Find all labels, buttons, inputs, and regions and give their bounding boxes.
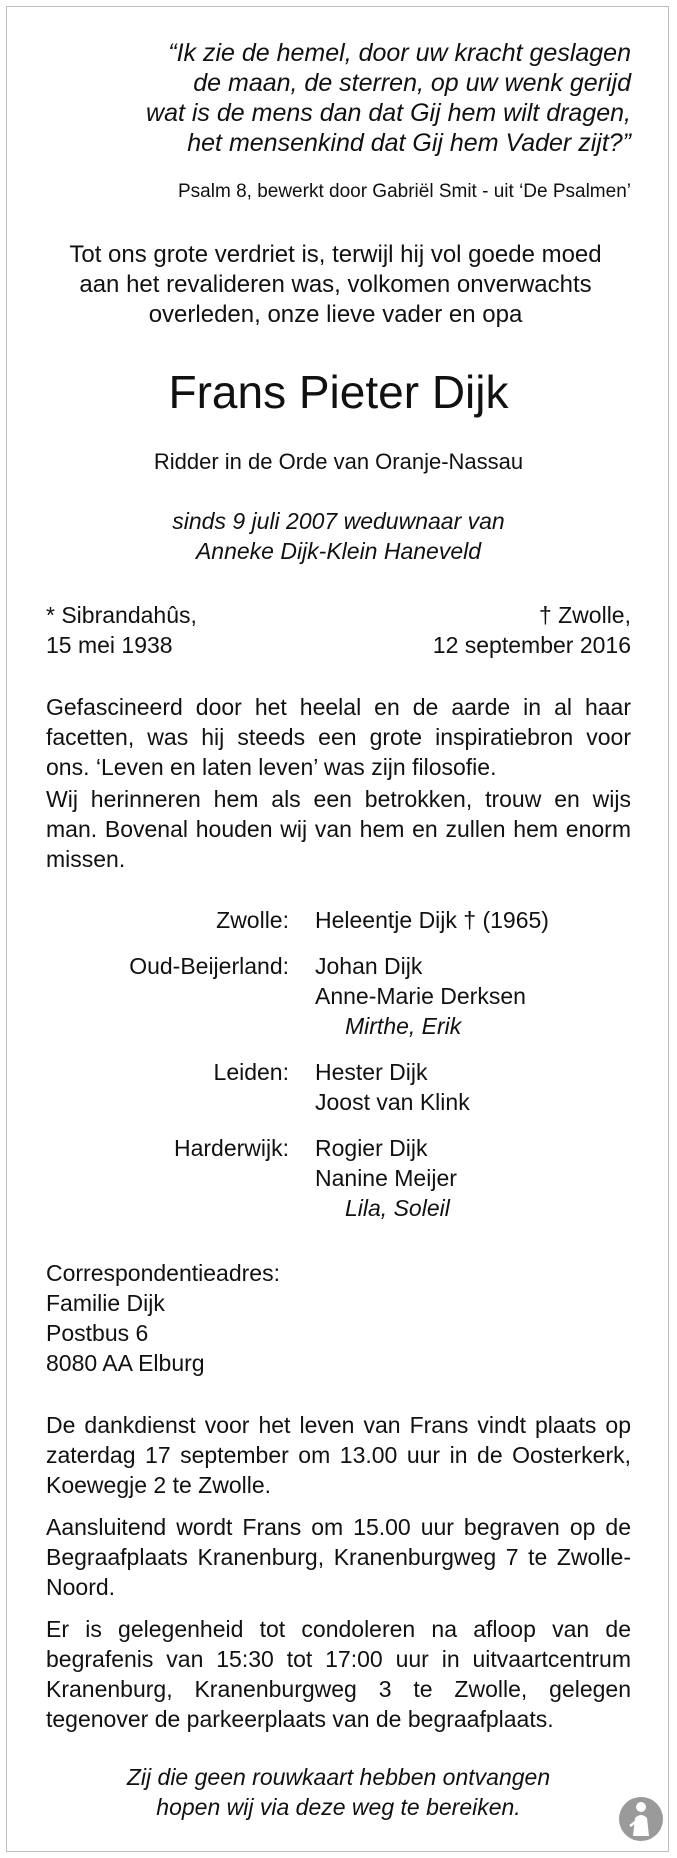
death-place: † Zwolle, (538, 602, 631, 628)
intro-line: overleden, onze lieve vader en opa (148, 301, 523, 328)
closing-line: hopen wij via deze weg te bereiken. (156, 1794, 521, 1820)
family-entry (46, 1057, 631, 1117)
family-names (315, 905, 631, 935)
family-member: Rogier Dijk (315, 1135, 428, 1161)
family-member: Hester Dijk (315, 1059, 428, 1085)
psalm-quote (40, 38, 631, 158)
family-names (315, 951, 631, 1041)
address-line: 8080 AA Elburg (46, 1350, 205, 1376)
burial-paragraph: Aansluitend wordt Frans om 15.00 uur begraven op de Begraafplaats Kranenburg, Kranenburgweg 7 te Zwolle-Noord. (46, 1514, 631, 1600)
family-place: Leiden: (213, 1059, 289, 1085)
death-info (433, 600, 631, 660)
family-member: Anne-Marie Derksen (315, 983, 526, 1009)
address-label: Correspondentieadres: (46, 1260, 280, 1286)
widower-line: Anneke Dijk-Klein Haneveld (195, 538, 482, 564)
family-entry (46, 905, 631, 935)
family-names (315, 1133, 631, 1223)
quote-source: Psalm 8, bewerkt door Gabriël Smit - uit ‘De Psalmen’ (178, 181, 631, 202)
family-place: Zwolle: (216, 907, 289, 933)
quote-line: het mensenkind dat Gij hem Vader zijt?” (187, 129, 631, 157)
grandchildren: Lila, Soleil (345, 1195, 450, 1221)
death-date: 12 september 2016 (432, 632, 631, 658)
intro-line: aan het revalideren was, volkomen onverwachts (79, 271, 592, 298)
honor-title: Ridder in de Orde van Oranje-Nassau (153, 449, 524, 474)
family-place: Harderwijk: (173, 1135, 289, 1161)
correspondence-address (46, 1258, 631, 1378)
deceased-name: Frans Pieter Dijk (168, 366, 509, 418)
condolence-paragraph: Er is gelegenheid tot condoleren na afloop van de begrafenis van 15:30 tot 17:00 uur in uitvaartcentrum Kranenburg, Kranenburgweg 3 te Zwolle, gelegen tegenover de parkeerplaats van de begraafplaats. (46, 1616, 631, 1732)
widower-note (0, 506, 677, 566)
address-line: Postbus 6 (46, 1320, 149, 1346)
quote-line: de maan, de sterren, op uw wenk gerijd (193, 69, 631, 97)
tribute-paragraph: Wij herinneren hem als een betrokken, trouw en wijs man. Bovenal houden wij van hem en zullen hem enorm missen. (46, 786, 631, 872)
family-entry (46, 1133, 631, 1223)
grandchildren: Mirthe, Erik (345, 1013, 462, 1039)
closing-note (0, 1762, 677, 1822)
tribute-paragraph: Gefascineerd door het heelal en de aarde in al haar facetten, was hij steeds een grote inspiratiebron voor ons. ‘Leven en laten leven’ was zijn filosofie. (46, 694, 631, 780)
family-entry (46, 951, 631, 1041)
family-member: Johan Dijk (315, 953, 423, 979)
family-member: Heleentje Dijk † (1965) (315, 907, 549, 933)
intro-text (40, 240, 631, 330)
birth-place: * Sibrandahûs, (46, 602, 197, 628)
service-paragraph: De dankdienst voor het leven van Frans vindt plaats op zaterdag 17 september om 13.00 uur in de Oosterkerk, Koewegje 2 te Zwolle. (46, 1412, 631, 1498)
address-line: Familie Dijk (46, 1290, 165, 1316)
family-place: Oud-Beijerland: (129, 953, 289, 979)
mourning-figure-icon (618, 1796, 664, 1842)
family-list (46, 905, 631, 1239)
closing-line: Zij die geen rouwkaart hebben ontvangen (126, 1764, 551, 1790)
intro-line: Tot ons grote verdriet is, terwijl hij vol goede moed (69, 241, 602, 268)
widower-line: sinds 9 juli 2007 weduwnaar van (172, 508, 505, 534)
family-member: Joost van Klink (315, 1089, 470, 1115)
family-names (315, 1057, 631, 1117)
family-member: Nanine Meijer (315, 1165, 457, 1191)
quote-line: “Ik zie de hemel, door uw kracht geslagen (168, 39, 631, 67)
birth-date: 15 mei 1938 (46, 632, 173, 658)
quote-line: wat is de mens dan dat Gij hem wilt dragen, (146, 99, 631, 127)
birth-info (46, 600, 197, 660)
